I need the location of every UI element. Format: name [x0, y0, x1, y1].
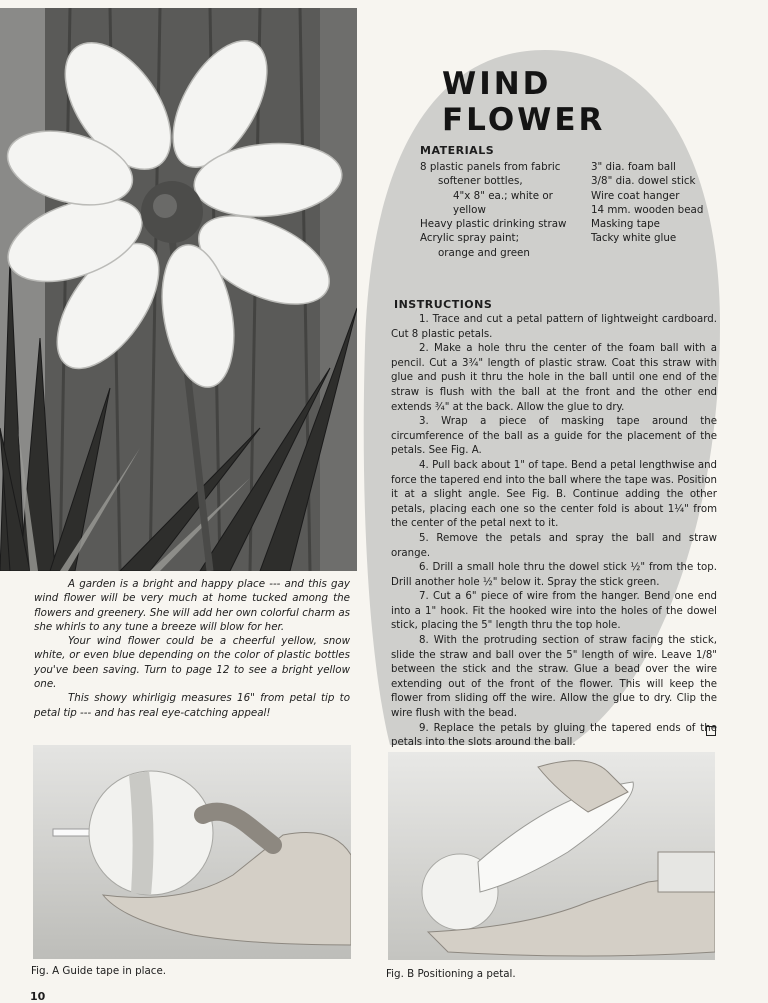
material-item: Wire coat hanger	[591, 189, 680, 202]
material-item: 3/8" dia. dowel stick	[591, 175, 696, 188]
materials-list-right	[591, 160, 731, 246]
instructions-heading: INSTRUCTIONS	[394, 298, 493, 311]
instruction-step: 4. Pull back about 1" of tape. Bend a petal lengthwise and force the tapered end into the ball where the tape was. Position it at a slight angle. See Fig. B. Continue adding the other petals, placing each one so the center fold is about 1¼" from the center of the petal next to it.	[391, 459, 717, 530]
wind-flower-photo	[0, 8, 357, 571]
instruction-step: 8. With the protruding section of straw facing the stick, slide the straw and ball over the 5" length of wire. Leave 1/8" between the stick and the straw. Glue a bead over the wire extending out of the front of the flower. This will keep the flower from sliding off the wire. Allow the glue to dry. Clip the wire flush with the bead.	[391, 635, 717, 720]
instruction-step: 2. Make a hole thru the center of the foam ball with a pencil. Cut a 3¾" length of plastic straw. Coat this straw with glue and push it thru the hole in the ball until one end of the straw is flush with the ball at the front and the other end extends ¾" at the back. Allow the glue to dry.	[391, 343, 717, 413]
instruction-step: 9. Replace the petals by gluing the tapered ends of the petals into the slots around the ball.	[391, 722, 717, 749]
instructions-body	[391, 313, 717, 751]
intro-paragraph: This showy whirligig measures 16" from petal tip to petal tip --- and has real eye-catching appeal!	[34, 692, 350, 719]
instruction-step: 1. Trace and cut a petal pattern of lightweight cardboard. Cut 8 plastic petals.	[391, 314, 717, 340]
materials-heading: MATERIALS	[420, 144, 495, 157]
material-item: yellow	[453, 203, 486, 216]
figure-a-caption: Fig. A Guide tape in place.	[31, 965, 167, 977]
material-item: softener bottles,	[438, 175, 523, 188]
figure-b-caption: Fig. B Positioning a petal.	[386, 968, 516, 980]
instruction-step: 3. Wrap a piece of masking tape around the circumference of the ball as a guide for the placement of the petals. See Fig. A.	[391, 416, 717, 457]
material-item: Heavy plastic drinking straw	[420, 218, 567, 231]
intro-caption	[34, 577, 350, 720]
material-item: Acrylic spray paint;	[420, 232, 520, 245]
intro-paragraph: A garden is a bright and happy place --- and this gay wind flower will be very much at home tucked among the flowers and greenery. She will add her own colorful charm as she whirls to any tune a breeze will blow for her.	[34, 578, 350, 633]
end-of-article-mark	[706, 726, 716, 736]
material-item: 14 mm. wooden bead	[591, 203, 704, 216]
figure-a-photo	[33, 745, 351, 959]
instruction-step: 7. Cut a 6" piece of wire from the hanger. Bend one end into a 1" hook. Fit the hooked wire into the holes of the dowel stick, placing the 5" length thru the top hole.	[391, 591, 717, 632]
figure-b-photo	[388, 752, 715, 960]
materials-list-left	[420, 160, 580, 260]
material-item: 4"x 8" ea.; white or	[453, 189, 553, 202]
material-item: Masking tape	[591, 218, 660, 231]
instruction-step: 5. Remove the petals and spray the ball and straw orange.	[391, 532, 717, 559]
page-title: WIND FLOWER	[442, 66, 606, 138]
page-number: 10	[30, 990, 46, 1003]
material-item: Tacky white glue	[591, 232, 677, 245]
material-item: 3" dia. foam ball	[591, 161, 676, 173]
material-item: orange and green	[438, 246, 530, 259]
instruction-step: 6. Drill a small hole thru the dowel stick ½" from the top. Drill another hole ½" below it. Spray the stick green.	[391, 562, 717, 588]
material-item: 8 plastic panels from fabric	[420, 161, 561, 173]
intro-paragraph: Your wind flower could be a cheerful yellow, snow white, or even blue depending on the color of plastic bottles you've been saving. Turn to page 12 to see a bright yellow one.	[34, 635, 350, 691]
